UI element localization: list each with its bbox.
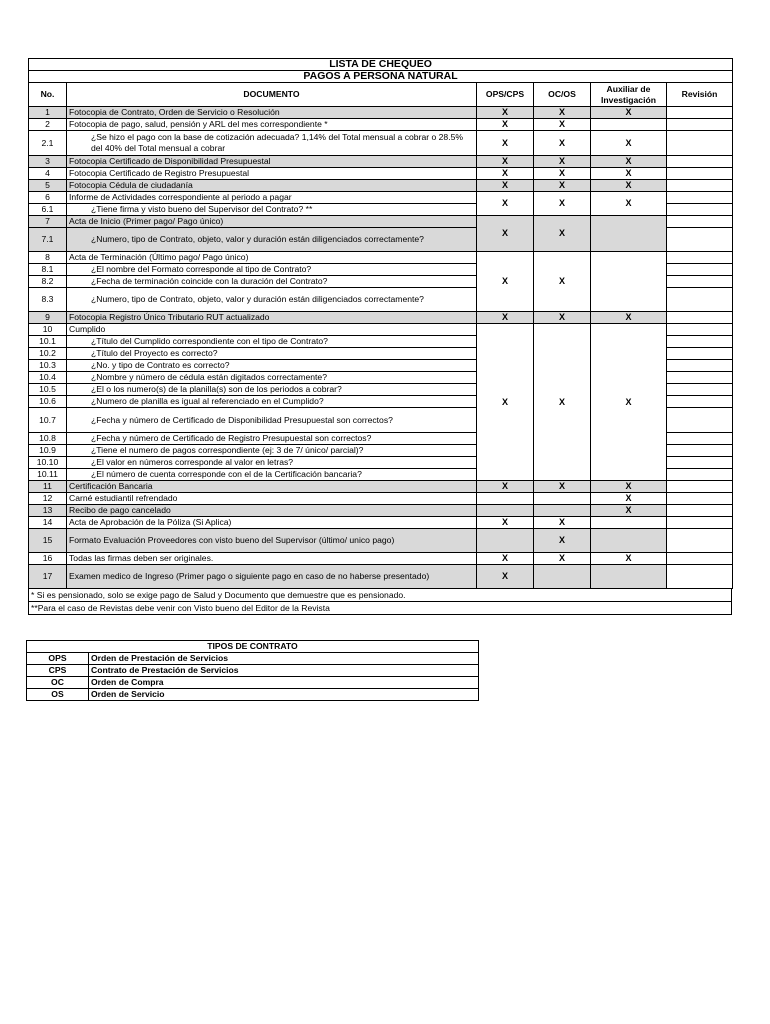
mark-auxiliar	[591, 565, 667, 589]
revision-cell[interactable]	[667, 493, 733, 505]
row-number: 10.11	[29, 469, 67, 481]
revision-cell[interactable]	[667, 565, 733, 589]
revision-cell[interactable]	[667, 156, 733, 168]
row-number: 10.6	[29, 396, 67, 408]
contract-type-description: Orden de Prestación de Servicios	[89, 653, 479, 665]
mark-oc-os: X	[534, 252, 591, 312]
mark-auxiliar: X	[591, 107, 667, 119]
revision-cell[interactable]	[667, 168, 733, 180]
mark-ops-cps	[477, 493, 534, 505]
mark-auxiliar: X	[591, 156, 667, 168]
revision-cell[interactable]	[667, 324, 733, 336]
row-number: 5	[29, 180, 67, 192]
mark-ops-cps: X	[477, 553, 534, 565]
mark-ops-cps	[477, 529, 534, 553]
mark-ops-cps: X	[477, 168, 534, 180]
row-document: ¿Nombre y número de cédula están digitados correctamente?	[67, 372, 477, 384]
row-number: 8.3	[29, 288, 67, 312]
row-document: Todas las firmas deben ser originales.	[67, 553, 477, 565]
row-document: Acta de Terminación (Último pago/ Pago único)	[67, 252, 477, 264]
mark-auxiliar: X	[591, 505, 667, 517]
mark-ops-cps: X	[477, 119, 534, 131]
row-number: 3	[29, 156, 67, 168]
mark-auxiliar	[591, 252, 667, 312]
row-number: 2.1	[29, 131, 67, 156]
mark-oc-os: X	[534, 312, 591, 324]
row-document: Fotocopia de Contrato, Orden de Servicio o Resolución	[67, 107, 477, 119]
header-documento: DOCUMENTO	[67, 83, 477, 107]
revision-cell[interactable]	[667, 204, 733, 216]
revision-cell[interactable]	[667, 228, 733, 252]
revision-cell[interactable]	[667, 408, 733, 433]
revision-cell[interactable]	[667, 252, 733, 264]
revision-cell[interactable]	[667, 288, 733, 312]
header-ops-cps: OPS/CPS	[477, 83, 534, 107]
mark-ops-cps: X	[477, 216, 534, 252]
revision-cell[interactable]	[667, 276, 733, 288]
mark-oc-os: X	[534, 481, 591, 493]
header-no: No.	[29, 83, 67, 107]
mark-ops-cps: X	[477, 192, 534, 216]
row-document: Fotocopia de pago, salud, pensión y ARL del mes correspondiente *	[67, 119, 477, 131]
row-number: 6.1	[29, 204, 67, 216]
mark-oc-os: X	[534, 192, 591, 216]
row-document: ¿El valor en números corresponde al valor en letras?	[67, 457, 477, 469]
mark-ops-cps: X	[477, 156, 534, 168]
row-number: 8.1	[29, 264, 67, 276]
mark-auxiliar: X	[591, 312, 667, 324]
row-number: 17	[29, 565, 67, 589]
row-document: Informe de Actividades correspondiente al periodo a pagar	[67, 192, 477, 204]
row-number: 6	[29, 192, 67, 204]
revision-cell[interactable]	[667, 372, 733, 384]
contract-type-code: OS	[27, 689, 89, 701]
mark-oc-os: X	[534, 216, 591, 252]
contract-types-table	[26, 640, 479, 701]
mark-oc-os	[534, 493, 591, 505]
row-number: 11	[29, 481, 67, 493]
contract-type-description: Orden de Servicio	[89, 689, 479, 701]
mark-auxiliar: X	[591, 324, 667, 481]
row-document: ¿El número de cuenta corresponde con el de la Certificación bancaria?	[67, 469, 477, 481]
revision-cell[interactable]	[667, 457, 733, 469]
row-document: Examen medico de Ingreso (Primer pago o siguiente pago en caso de no haberse presentado)	[67, 565, 477, 589]
revision-cell[interactable]	[667, 505, 733, 517]
row-number: 12	[29, 493, 67, 505]
row-document: ¿Tiene firma y visto bueno del Supervisor del Contrato? **	[67, 204, 477, 216]
revision-cell[interactable]	[667, 312, 733, 324]
mark-auxiliar: X	[591, 131, 667, 156]
row-document: Carné estudiantil refrendado	[67, 493, 477, 505]
revision-cell[interactable]	[667, 529, 733, 553]
revision-cell[interactable]	[667, 131, 733, 156]
row-number: 10.10	[29, 457, 67, 469]
mark-ops-cps: X	[477, 107, 534, 119]
header-revision: Revisión	[667, 83, 733, 107]
row-number: 8	[29, 252, 67, 264]
row-document: ¿Se hizo el pago con la base de cotización adecuada? 1,14% del Total mensual a cobrar o 28.5% del 40% del Total mensual a cobrar	[67, 131, 477, 156]
row-number: 9	[29, 312, 67, 324]
revision-cell[interactable]	[667, 445, 733, 457]
contract-type-code: OPS	[27, 653, 89, 665]
mark-ops-cps: X	[477, 252, 534, 312]
row-document: ¿Fecha y número de Certificado de Registro Presupuestal son correctos?	[67, 433, 477, 445]
row-document: Formato Evaluación Proveedores con visto bueno del Supervisor (último/ unico pago)	[67, 529, 477, 553]
revision-cell[interactable]	[667, 433, 733, 445]
mark-oc-os: X	[534, 529, 591, 553]
mark-ops-cps: X	[477, 312, 534, 324]
revision-cell[interactable]	[667, 517, 733, 529]
row-document: Fotocopia Registro Único Tributario RUT actualizado	[67, 312, 477, 324]
row-document: ¿Numero, tipo de Contrato, objeto, valor y duración están diligenciados correctamente?	[67, 228, 477, 252]
checklist-subtitle: PAGOS A PERSONA NATURAL	[29, 71, 733, 83]
row-document: Fotocopia Cédula de ciudadanía	[67, 180, 477, 192]
mark-auxiliar: X	[591, 168, 667, 180]
mark-auxiliar	[591, 216, 667, 252]
row-number: 10.5	[29, 384, 67, 396]
checklist-title: LISTA DE CHEQUEO	[29, 59, 733, 71]
mark-oc-os: X	[534, 324, 591, 481]
contract-types-legend	[26, 640, 478, 701]
contract-type-code: CPS	[27, 665, 89, 677]
mark-auxiliar	[591, 529, 667, 553]
header-auxiliar: Auxiliar de Investigación	[591, 83, 667, 107]
mark-oc-os: X	[534, 168, 591, 180]
row-document: Recibo de pago cancelado	[67, 505, 477, 517]
row-number: 10.4	[29, 372, 67, 384]
row-document: ¿Título del Cumplido correspondiente con el tipo de Contrato?	[67, 336, 477, 348]
revision-cell[interactable]	[667, 384, 733, 396]
row-number: 10.7	[29, 408, 67, 433]
footnote-pensionado: * Si es pensionado, solo se exige pago de Salud y Documento que demuestre que es pensionado.	[28, 589, 732, 602]
mark-oc-os: X	[534, 156, 591, 168]
row-number: 2	[29, 119, 67, 131]
row-document: ¿El o los numero(s) de la planilla(s) son de los periodos a cobrar?	[67, 384, 477, 396]
revision-cell[interactable]	[667, 396, 733, 408]
row-number: 10.9	[29, 445, 67, 457]
mark-ops-cps: X	[477, 565, 534, 589]
revision-cell[interactable]	[667, 360, 733, 372]
row-document: ¿Fecha de terminación coincide con la duración del Contrato?	[67, 276, 477, 288]
row-number: 10.8	[29, 433, 67, 445]
header-oc-os: OC/OS	[534, 83, 591, 107]
revision-cell[interactable]	[667, 481, 733, 493]
row-document: Cumplido	[67, 324, 477, 336]
revision-cell[interactable]	[667, 107, 733, 119]
contract-types-title: TIPOS DE CONTRATO	[27, 641, 479, 653]
mark-ops-cps: X	[477, 324, 534, 481]
revision-cell[interactable]	[667, 348, 733, 360]
mark-oc-os: X	[534, 517, 591, 529]
mark-auxiliar: X	[591, 553, 667, 565]
row-document: Certificación Bancaria	[67, 481, 477, 493]
mark-ops-cps: X	[477, 481, 534, 493]
row-document: Fotocopia Certificado de Registro Presupuestal	[67, 168, 477, 180]
row-document: ¿Numero de planilla es igual al referenciado en el Cumplido?	[67, 396, 477, 408]
row-document: Acta de Aprobación de la Póliza (Si Aplica)	[67, 517, 477, 529]
revision-cell[interactable]	[667, 180, 733, 192]
mark-auxiliar: X	[591, 481, 667, 493]
mark-oc-os: X	[534, 180, 591, 192]
row-number: 10.1	[29, 336, 67, 348]
row-number: 16	[29, 553, 67, 565]
revision-cell[interactable]	[667, 553, 733, 565]
checklist-page	[28, 58, 732, 615]
row-number: 10.2	[29, 348, 67, 360]
mark-oc-os: X	[534, 119, 591, 131]
revision-cell[interactable]	[667, 469, 733, 481]
row-document: ¿El nombre del Formato corresponde al tipo de Contrato?	[67, 264, 477, 276]
footnote-revistas: **Para el caso de Revistas debe venir con Visto bueno del Editor de la Revista	[28, 602, 732, 615]
contract-type-description: Contrato de Prestación de Servicios	[89, 665, 479, 677]
row-number: 10.3	[29, 360, 67, 372]
row-number: 10	[29, 324, 67, 336]
checklist-table	[28, 58, 733, 589]
mark-auxiliar	[591, 119, 667, 131]
row-document: ¿Tiene el numero de pagos correspondiente (ej: 3 de 7/ único/ parcial)?	[67, 445, 477, 457]
mark-ops-cps: X	[477, 517, 534, 529]
mark-oc-os: X	[534, 131, 591, 156]
revision-cell[interactable]	[667, 264, 733, 276]
mark-auxiliar	[591, 517, 667, 529]
revision-cell[interactable]	[667, 336, 733, 348]
mark-ops-cps: X	[477, 131, 534, 156]
contract-type-code: OC	[27, 677, 89, 689]
revision-cell[interactable]	[667, 216, 733, 228]
row-number: 14	[29, 517, 67, 529]
mark-ops-cps	[477, 505, 534, 517]
contract-type-description: Orden de Compra	[89, 677, 479, 689]
revision-cell[interactable]	[667, 192, 733, 204]
mark-auxiliar: X	[591, 192, 667, 216]
mark-auxiliar: X	[591, 493, 667, 505]
row-document: ¿Título del Proyecto es correcto?	[67, 348, 477, 360]
mark-oc-os	[534, 565, 591, 589]
mark-ops-cps: X	[477, 180, 534, 192]
row-document: ¿Fecha y número de Certificado de Disponibilidad Presupuestal son correctos?	[67, 408, 477, 433]
mark-oc-os	[534, 505, 591, 517]
row-document: ¿Numero, tipo de Contrato, objeto, valor y duración están diligenciados correctamente?	[67, 288, 477, 312]
revision-cell[interactable]	[667, 119, 733, 131]
mark-oc-os: X	[534, 107, 591, 119]
row-document: ¿No. y tipo de Contrato es correcto?	[67, 360, 477, 372]
row-number: 13	[29, 505, 67, 517]
mark-oc-os: X	[534, 553, 591, 565]
row-number: 1	[29, 107, 67, 119]
row-number: 15	[29, 529, 67, 553]
mark-auxiliar: X	[591, 180, 667, 192]
row-number: 7	[29, 216, 67, 228]
row-document: Acta de Inicio (Primer pago/ Pago único)	[67, 216, 477, 228]
row-document: Fotocopia Certificado de Disponibilidad Presupuestal	[67, 156, 477, 168]
row-number: 7.1	[29, 228, 67, 252]
row-number: 4	[29, 168, 67, 180]
row-number: 8.2	[29, 276, 67, 288]
